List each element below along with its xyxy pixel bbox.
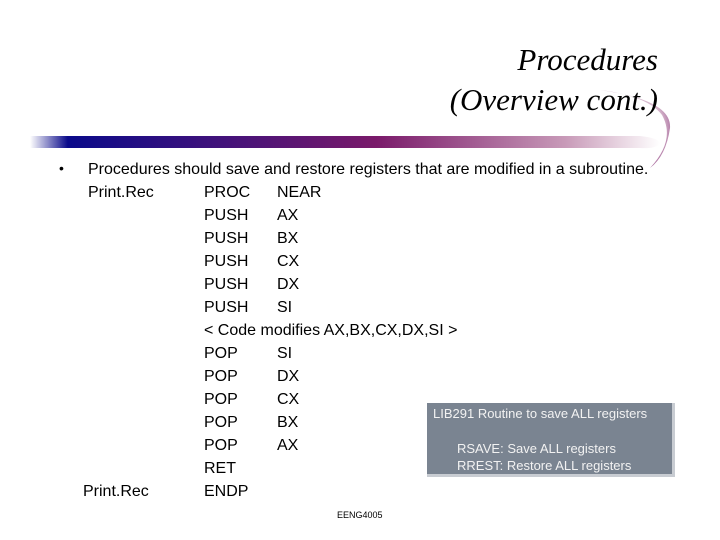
code-arg: SI <box>277 345 293 362</box>
callout-line-rrest: RREST: Restore ALL registers <box>457 458 632 473</box>
code-op: PROC <box>204 184 251 201</box>
bullet-marker: • <box>59 160 64 176</box>
lib291-callout-box <box>427 403 675 477</box>
code-comment: < Code modifies AX,BX,CX,DX,SI > <box>204 322 458 339</box>
code-op: POP <box>204 391 238 408</box>
code-op: PUSH <box>204 230 249 247</box>
code-op: PUSH <box>204 276 249 293</box>
code-op: POP <box>204 414 238 431</box>
code-op: POP <box>204 437 238 454</box>
code-arg: DX <box>277 276 300 293</box>
code-op: ENDP <box>204 483 249 500</box>
code-arg: CX <box>277 253 300 270</box>
footer-course-code: EENG4005 <box>337 510 383 520</box>
title-line-2: (Overview cont.) <box>449 82 658 117</box>
code-op: PUSH <box>204 299 249 316</box>
code-arg: AX <box>277 437 299 454</box>
code-arg: BX <box>277 414 299 431</box>
code-label: Print.Rec <box>83 483 149 500</box>
code-arg: AX <box>277 207 299 224</box>
code-arg: NEAR <box>277 184 322 201</box>
code-arg: DX <box>277 368 300 385</box>
code-arg: SI <box>277 299 293 316</box>
code-arg: BX <box>277 230 299 247</box>
intro-text: Procedures should save and restore registers that are modified in a subroutine. <box>88 161 649 178</box>
code-arg: CX <box>277 391 300 408</box>
code-op: RET <box>204 460 236 477</box>
code-op: POP <box>204 345 238 362</box>
title-line-1: Procedures <box>517 42 658 77</box>
callout-heading: LIB291 Routine to save ALL registers <box>433 406 648 421</box>
slide-title <box>450 40 658 120</box>
code-label: Print.Rec <box>88 184 154 201</box>
callout-line-rsave: RSAVE: Save ALL registers <box>457 441 616 456</box>
code-op: POP <box>204 368 238 385</box>
code-op: PUSH <box>204 207 249 224</box>
code-op: PUSH <box>204 253 249 270</box>
